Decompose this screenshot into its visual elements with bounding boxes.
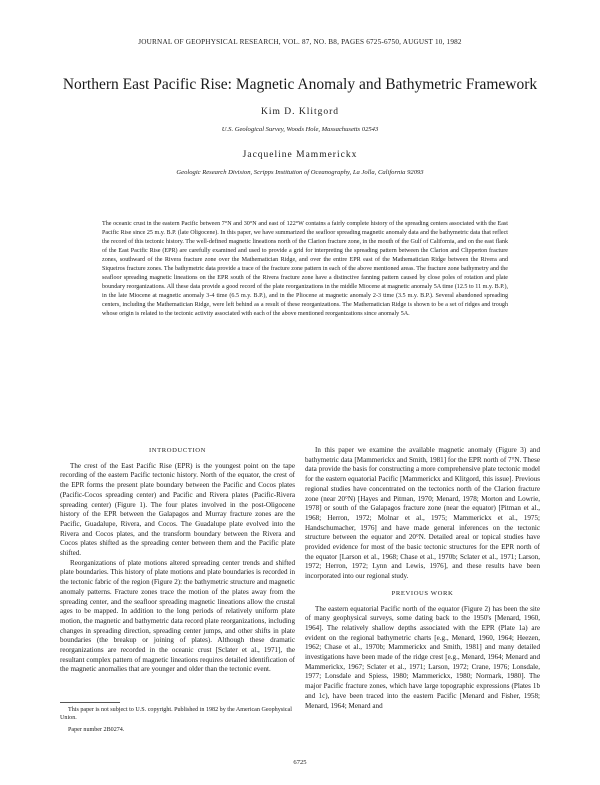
paper-number: Paper number 2B0274. [68,727,125,733]
left-column [60,446,295,675]
author-name-2: Jacqueline Mammerickx [242,150,358,160]
right-column [305,446,540,711]
footnote-rule [60,702,120,703]
intro-paragraph-2: Reorganizations of plate motions altered spreading center trends and shifted plate boundaries. This history of plate motions and plate boundaries is recorded in the tectonic fabric of the region (Figure 2): the bathymetric structure and magnetic anomaly patterns. Fracture zones trace the motion of the plates away from the spreading center, and the seafloor spreading magnetic lineations allow the crustal ages to be mapped. In addition to the long periods of relatively uniform plate motion, the magnetic and bathymetric data record plate reorganizations, including changes in spreading direction, spreading center jumps, and other shifts in plate boundaries (the breakup or joining of plates). Although these dramatic reorganizations are recorded in the oceanic crust [Sclater et al., 1971], the resultant complex pattern of magnetic lineations requires detailed identification of the magnetic anomalies that are younger and older than the tectonic event. [60,558,295,674]
author-affiliation-1: U.S. Geological Survey, Woods Hole, Massachusetts 02543 [221,126,379,133]
author-affiliation-2: Geologic Research Division, Scripps Institution of Oceanography, La Jolla, California 92093 [176,169,424,176]
running-head: JOURNAL OF GEOPHYSICAL RESEARCH, VOL. 87, NO. B8, PAGES 6725-6750, AUGUST 10, 1982 [138,38,462,46]
abstract: The oceanic crust in the eastern Pacific between 7°N and 30°N and east of 122°W contains a fairly complete history of the spreading centers associated with the East Pacific Rise since 25 m.y. B.P. (late Oligocene). In this paper, we have summarized the seafloor spreading magnetic anomaly data and the bathymetric data that reflect the record of this tectonic history. The well-defined magnetic lineations north of the Clarion fracture zone, in the mouth of the Gulf of California, and on the east flank of the East Pacific Rise (EPR) are carefully examined and used to provide a grid for interpreting the spreading pattern between the Clarion and Clipperton fracture zones, southward of the Rivera fracture zone over the Mathematician Ridge, and over the entire EPR east of the Mathematician Ridge between the Rivera and Siqueiros fracture zones. The bathymetric data provide a trace of the fracture zone pattern in each of the above mentioned areas. The fracture zone bathymetry and the seafloor spreading magnetic lineations on the EPR south of the Rivera fracture zone have a distinctive fanning pattern caused by close poles of rotation and plate boundary reorganizations. All these data provide a good record of the plate reorganizations in the middle Miocene at magnetic anomaly 5A time (12.5 to 11 m.y. B.P.), in the late Miocene at magnetic anomaly 3-4 time (6.5 m.y. B.P.), and in the Pliocene at magnetic anomaly 2-3 time (3.5 m.y. B.P.). Several abandoned spreading centers, including the Mathematician Ridge, were left behind as a result of these reorganizations. The Mathematician Ridge is shown to be a set of ridges and trough whose origin is related to the tectonic activity associated with each of the above mentioned reorganizations since anomaly 5A. [102,221,508,318]
section-heading-previous-work: PREVIOUS WORK [391,589,454,597]
copyright-note: This paper is not subject to U.S. copyright. Published in 1982 by the American Geophysical Union. [60,707,292,721]
article-title: Northern East Pacific Rise: Magnetic Anomaly and Bathymetric Framework [62,76,538,93]
intro-paragraph-1: The crest of the East Pacific Rise (EPR) is the youngest point on the tape recording of the eastern Pacific tectonic history. North of the equator, the crest of the EPR forms the present plate boundary between the Pacific and Cocos plates (Pacific-Cocos spreading center) and Pacific and Rivera plates (Pacific-Rivera spreading center) (Figure 1). The four plates involved in the post-Oligocene history of the EPR between the Galapagos and Murray fracture zones are the Pacific, Guadalupe, Rivera, and Cocos. The Guadalupe plate evolved into the Rivera and Cocos plates, and the transform boundary between the Rivera and Cocos plates shifted as the spreading center between them and the Pacific plate shifted. [60,461,295,558]
section-heading-introduction: INTRODUCTION [148,447,206,454]
intro-paragraph-3: In this paper we examine the available magnetic anomaly (Figure 3) and bathymetric data [Mammerickx and Smith, 1981] for the EPR north of 7°N. These data provide the basis for constructing a more comprehensive plate tectonic model for the eastern equatorial Pacific [Mammerickx and Klitgord, this issue]. Previous regional studies have concentrated on the tectonics north of the Clarion fracture zone (near 20°N) [Hayes and Pitman, 1970; Menard, 1978; Morton and Lowrie, 1978] or south of the Galapagos fracture zone (near the equator) [Pitman et al., 1968; Herron, 1972; Molnar et al., 1975; Mammerickx et al., 1975; Handschumacher, 1976] and have made general inferences on the tectonic structure between the equator and 20°N. Detailed areal or topical studies have provided evidence for most of the basic tectonic structures for the EPR north of the equator [Larson et al., 1968; Chase et al., 1970b; Sclater et al., 1971; Larson, 1972; Herron, 1972; Lynn and Lewis, 1976], and these results have been incorporated into our regional study. [305,446,540,581]
author-name-1: Kim D. Klitgord [260,107,340,117]
previous-work-paragraph-1: The eastern equatorial Pacific north of the equator (Figure 2) has been the site of many geophysical surveys, some dating back to the 1950's [Menard, 1960, 1964]. The relatively shallow depths associated with the EPR (Plate 1a) are evident on the regional bathymetric charts [e.g., Menard, 1960, 1964; Heezen, 1962; Chase et al., 1970b; Mammerickx and Smith, 1981] and many detailed investigations have been made of the ridge crest [e.g., Menard, 1964; Menard and Mammerickx, 1967; Sclater et al., 1971; Larson, 1972; Crane, 1976; Lonsdale, 1977; Lonsdale and Spiess, 1980; Mammerickx, 1980; Normark, 1980]. The major Pacific fracture zones, which have large topographic expressions (Plates 1b and 1c), have been traced into the eastern Pacific [Menard and Fisher, 1958; Menard, 1964; Menard and [305,604,540,710]
footnote [60,702,295,734]
page-number: 6725 [293,759,307,766]
